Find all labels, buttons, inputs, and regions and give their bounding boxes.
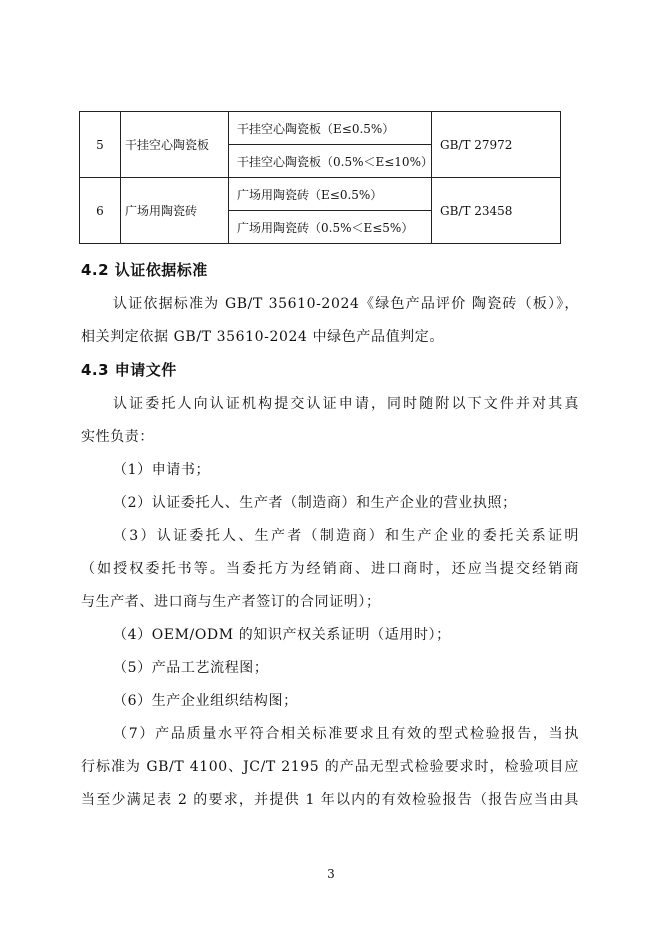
list-item: （2）认证委托人、生产者（制造商）和生产企业的营业执照； xyxy=(113,495,517,511)
paragraph-line: 实性负责： xyxy=(81,429,154,445)
list-item: （4）OEM/ODM 的知识产权关系证明（适用时）； xyxy=(113,627,451,643)
product-name: 广场用陶瓷砖 xyxy=(121,178,229,244)
list-item: （5）产品工艺流程图； xyxy=(113,660,269,676)
list-item: （3）认证委托人、生产者（制造商）和生产企业的委托关系证明 xyxy=(113,528,579,544)
row-number: 5 xyxy=(80,112,121,178)
list-item: （1）申请书； xyxy=(113,462,211,478)
product-variant: 广场用陶瓷砖（E≤0.5%） xyxy=(229,178,432,211)
section-heading-4-3: 4.3 申请文件 xyxy=(81,361,177,379)
table-row xyxy=(80,178,561,211)
list-item: （7）产品质量水平符合相关标准要求且有效的型式检验报告，当执 xyxy=(113,726,579,742)
table-row xyxy=(80,112,561,145)
standard-code: GB/T 27972 xyxy=(432,112,561,178)
row-number: 6 xyxy=(80,178,121,244)
section-heading-4-2: 4.2 认证依据标准 xyxy=(81,261,208,279)
product-variant: 干挂空心陶瓷板（E≤0.5%） xyxy=(229,112,432,145)
list-item-continuation: 与生产者、进口商与生产者签订的合同证明）； xyxy=(81,594,381,610)
list-item: （6）生产企业组织结构图； xyxy=(113,693,298,709)
paragraph-line: 认证依据标准为 GB/T 35610-2024《绿色产品评价 陶瓷砖（板）》， xyxy=(113,296,579,312)
list-item-continuation: 当至少满足表 2 的要求，并提供 1 年以内的有效检验报告（报告应当由具 xyxy=(81,792,579,808)
product-standard-table xyxy=(79,111,561,244)
paragraph-line: 相关判定依据 GB/T 35610-2024 中绿色产品值判定。 xyxy=(81,329,444,345)
standard-code: GB/T 23458 xyxy=(432,178,561,244)
page-number: 3 xyxy=(327,867,335,881)
list-item-continuation: （如授权委托书等。当委托方为经销商、进口商时，还应当提交经销商 xyxy=(81,561,579,577)
product-variant: 干挂空心陶瓷板（0.5%＜E≤10%） xyxy=(229,145,432,178)
paragraph-line: 认证委托人向认证机构提交认证申请，同时随附以下文件并对其真 xyxy=(113,396,579,412)
product-name: 干挂空心陶瓷板 xyxy=(121,112,229,178)
product-variant: 广场用陶瓷砖（0.5%＜E≤5%） xyxy=(229,211,432,244)
list-item-continuation: 行标准为 GB/T 4100、JC/T 2195 的产品无型式检验要求时，检验项目应 xyxy=(81,759,579,775)
